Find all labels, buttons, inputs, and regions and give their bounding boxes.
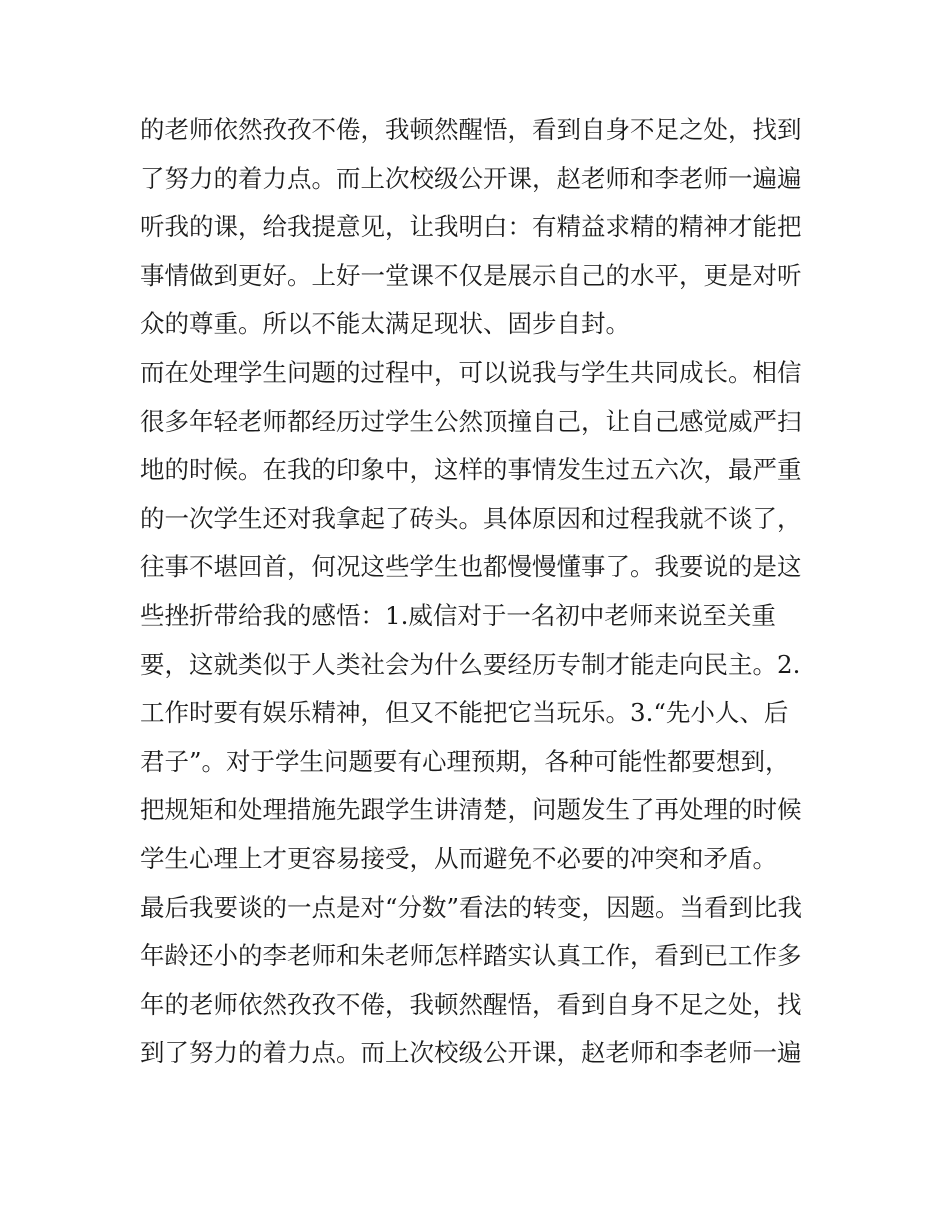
text-line: 最后我要谈的一点是对“分数”看法的转变，因题。当看到比我	[140, 892, 803, 922]
text-line: 的老师依然孜孜不倦，我顿然醒悟，看到自身不足之处，找到	[140, 115, 802, 144]
text-line: 事情做到更好。上好一堂课不仅是展示自己的水平，更是对听	[140, 260, 802, 290]
text-line: 些挫折带给我的感悟：1.威信对于一名初中老师来说至关重	[140, 600, 776, 630]
text-line: 而在处理学生问题的过程中，可以说我与学生共同成长。相信	[140, 357, 802, 387]
text-line: 听我的课，给我提意见，让我明白：有精益求精的精神才能把	[140, 212, 802, 242]
text-line: 年的老师依然孜孜不倦，我顿然醒悟，看到自身不足之处，找	[140, 989, 802, 1019]
text-line: 很多年轻老师都经历过学生公然顶撞自己，让自己感觉威严扫	[140, 406, 802, 436]
text-line: 要，这就类似于人类社会为什么要经历专制才能走向民主。2.	[140, 649, 801, 679]
body-text	[140, 106, 820, 1078]
text-line: 到了努力的着力点。而上次校级公开课，赵老师和李老师一遍	[140, 1038, 802, 1068]
text-line: 学生心理上才更容易接受，从而避免不必要的冲突和矛盾。	[140, 843, 777, 873]
text-line: 年龄还小的李老师和朱老师怎样踏实认真工作，看到已工作多	[140, 941, 802, 971]
text-line: 工作时要有娱乐精神，但又不能把它当玩乐。3.“先小人、后	[140, 698, 789, 728]
text-line: 了努力的着力点。而上次校级公开课，赵老师和李老师一遍遍	[140, 163, 802, 193]
text-line: 地的时候。在我的印象中，这样的事情发生过五六次，最严重	[140, 455, 802, 485]
text-line: 往事不堪回首，何况这些学生也都慢慢懂事了。我要说的是这	[140, 552, 802, 582]
text-line: 把规矩和处理措施先跟学生讲清楚，问题发生了再处理的时候	[140, 795, 802, 825]
text-line: 众的尊重。所以不能太满足现状、固步自封。	[140, 309, 630, 339]
text-line: 的一次学生还对我拿起了砖头。具体原因和过程我就不谈了，	[140, 503, 802, 533]
text-line: 君子”。对于学生问题要有心理预期，各种可能性都要想到，	[140, 746, 790, 776]
